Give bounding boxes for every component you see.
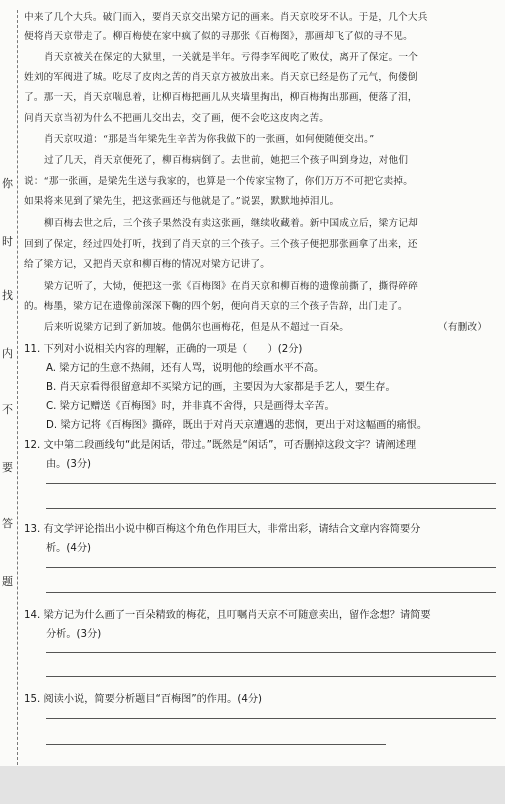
margin-char: 题 [2, 575, 13, 588]
page-bottom-band [0, 766, 505, 804]
question-14-stem-cont: 分析。(3分) [46, 629, 102, 640]
story-line: 说：“那一张画，是梁先生送与我家的，也算是一个传家宝物了，你们万万不可把它卖掉。 [24, 176, 414, 187]
story-line: 肖天京叹道：“那是当年梁先生辛苦为你我做下的一张画，如何便随便交出。” [44, 134, 375, 145]
story-line: 便将肖天京带走了。柳百梅使在家中疯了似的寻那张《百梅图》，那画却飞了似的寻不见。 [24, 31, 413, 42]
margin-char: 答 [2, 517, 13, 530]
question-11-option-d: D. 梁方记将《百梅图》撕碎，既出于对肖天京遭遇的悲悯，更出于对这幅画的痛恨。 [46, 420, 428, 431]
story-line: 后来听说梁方记到了新加坡。他偶尔也画梅花，但是从不超过一百朵。 [44, 322, 350, 333]
story-line: 肖天京被关在保定的大狱里，一关就是半年。亏得李军阀吃了败仗，离开了保定。一个 [44, 52, 419, 63]
story-line: 过了几天，肖天京便死了，柳百梅病倒了。去世前，她把三个孩子叫到身边，对他们 [44, 155, 409, 166]
answer-line[interactable] [46, 652, 496, 653]
question-11-stem: 11. 下列对小说相关内容的理解，正确的一项是（ ）(2分) [24, 344, 303, 355]
margin-char: 你 [2, 177, 13, 190]
answer-line[interactable] [46, 718, 496, 719]
story-line: 回到了保定，经过四处打听，找到了肖天京的三个孩子。三个孩子便把那张画拿了出来，还 [24, 239, 418, 250]
source-note: （有删改） [438, 322, 488, 333]
question-13-stem: 13. 有文学评论指出小说中柳百梅这个角色作用巨大，非常出彩，请结合文章内容简要分 [24, 524, 421, 535]
question-13-stem-cont: 析。(4分) [46, 543, 91, 554]
answer-line[interactable] [46, 483, 496, 484]
margin-char: 时 [2, 235, 13, 248]
answer-line[interactable] [46, 508, 496, 509]
answer-line[interactable] [46, 744, 386, 745]
margin-char: 内 [2, 347, 13, 360]
story-line: 问肖天京当初为什么不把画儿交出去，交了画，便不会吃这皮肉之苦。 [24, 113, 330, 124]
story-line: 梁方记听了，大恸，便把这一张《百梅图》在肖天京和柳百梅的遗像前撕了，撕得碎碎 [44, 281, 419, 292]
margin-char: 不 [2, 403, 13, 416]
story-line: 姓刘的军阀进了城。吃尽了皮肉之苦的肖天京方被放出来。肖天京已经是伤了元气，佝偻倒 [24, 72, 418, 83]
margin-char: 找 [2, 289, 13, 302]
story-line: 柳百梅去世之后，三个孩子果然没有卖这张画，继续收藏着。新中国成立后，梁方记却 [44, 218, 419, 229]
margin-char: 要 [2, 461, 13, 474]
binding-line [17, 10, 18, 765]
question-11-option-a: A. 梁方记的生意不热闹，还有人骂，说明他的绘画水平不高。 [46, 363, 325, 374]
answer-line[interactable] [46, 676, 496, 677]
story-line: 了。那一天，肖天京喘息着，让柳百梅把画儿从夹墙里掏出，柳百梅掏出那画，便落了泪， [24, 92, 418, 103]
story-line: 中来了几个大兵。破门而入，要肖天京交出梁方记的画来。肖天京咬牙不认。于是，几个大兵 [24, 12, 428, 23]
story-line: 的。梅墨，梁方记在遗像前深深下鞠的四个躬，便向肖天京的三个孩子告辞，出门走了。 [24, 301, 408, 312]
question-14-stem: 14. 梁方记为什么画了一百朵精致的梅花，且叮嘱肖天京不可随意卖出，留作念想？请简要 [24, 610, 431, 621]
answer-line[interactable] [46, 567, 496, 568]
answer-line[interactable] [46, 592, 496, 593]
question-12-stem: 12. 文中第二段画线句“此是闲话，带过。”既然是“闲话”，可否删掉这段文字？请阐述理 [24, 440, 417, 451]
question-12-stem-cont: 由。(3分) [46, 459, 91, 470]
question-11-option-b: B. 肖天京看得很留意却不买梁方记的画，主要因为大家都是手艺人，要生存。 [46, 382, 396, 393]
question-15-stem: 15. 阅读小说，简要分析题目“百梅图”的作用。(4分) [24, 694, 262, 705]
story-line: 如果将来见到了梁先生，把这张画还与他就是了。”说罢，默默地掉泪儿。 [24, 196, 340, 207]
question-11-option-c: C. 梁方记赠送《百梅图》时，并非真不舍得，只是画得太辛苦。 [46, 401, 335, 412]
story-line: 给了梁方记，又把肖天京和柳百梅的情况对梁方记讲了。 [24, 259, 271, 270]
